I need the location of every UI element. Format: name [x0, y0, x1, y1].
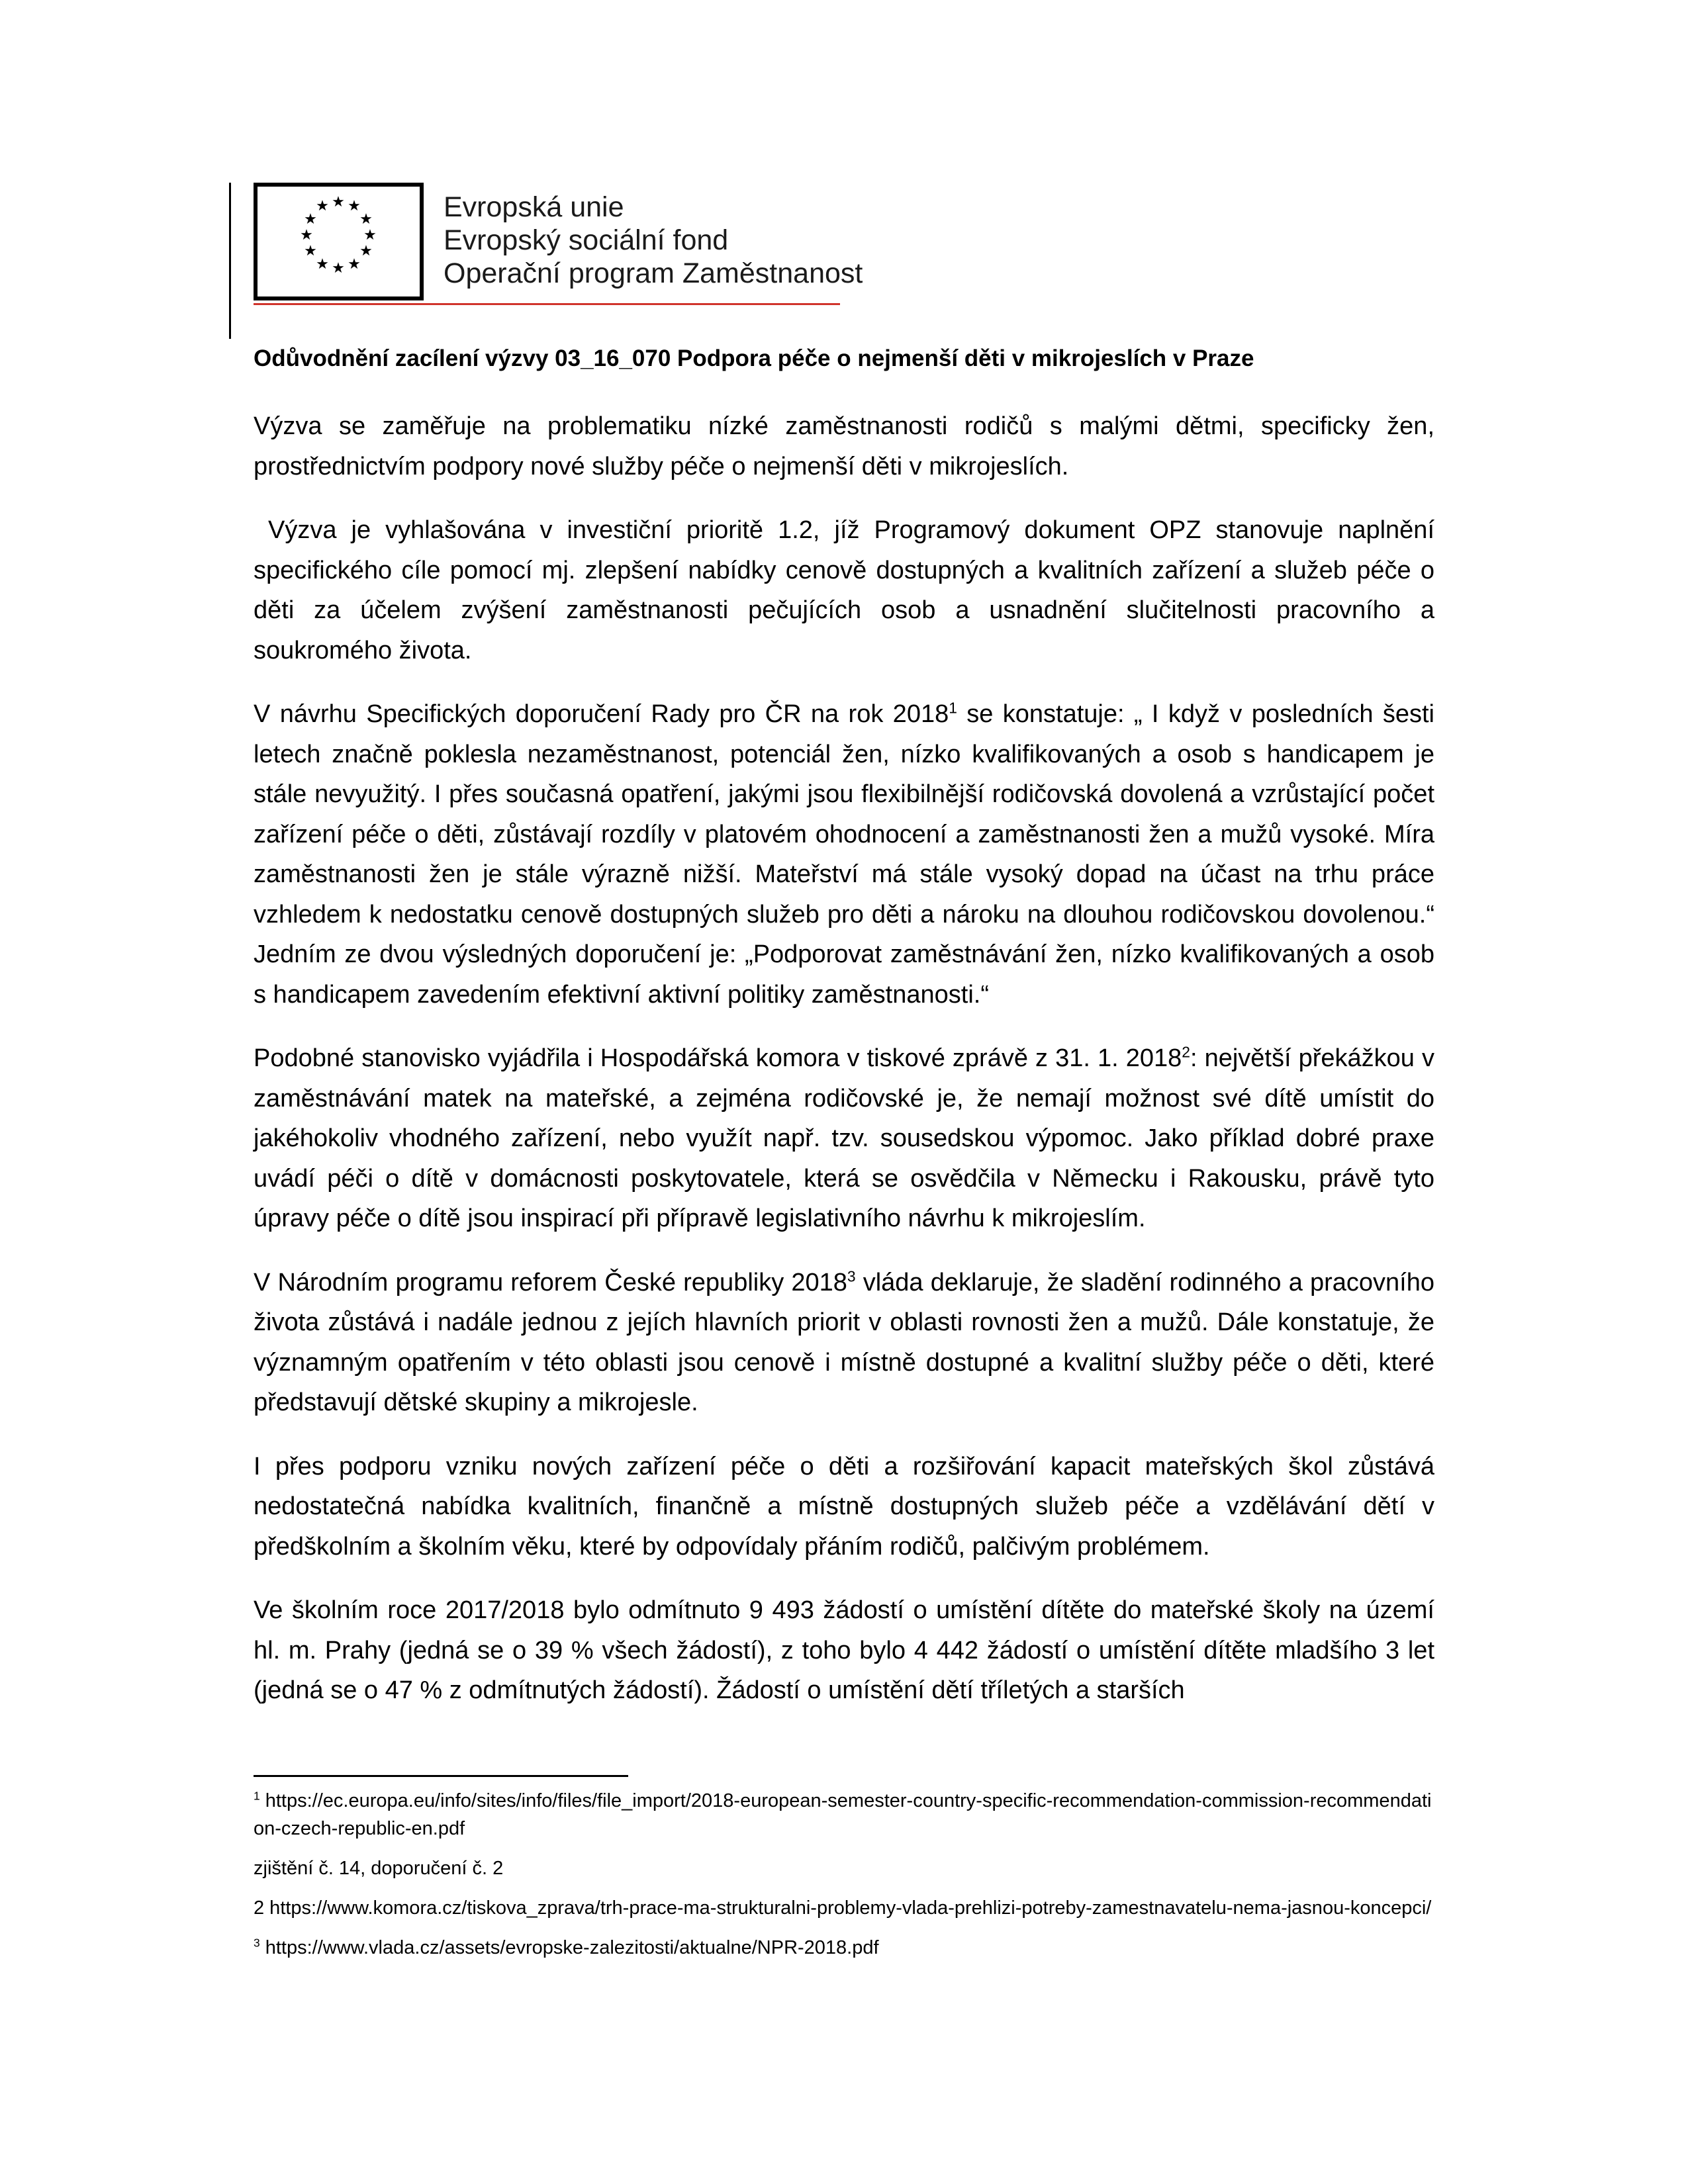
paragraph-5 — [254, 1263, 1434, 1423]
footnote-1-note: zjištění č. 14, doporučení č. 2 — [254, 1858, 504, 1879]
logo-text — [444, 191, 863, 290]
paragraph-3-start: V návrhu Specifických doporučení Rady pro ČR na rok 2018 — [254, 700, 949, 728]
svg-text:★: ★ — [316, 256, 329, 273]
eu-flag-logo — [254, 183, 424, 300]
paragraph-5-start: V Národním programu reforem České republiky 2018 — [254, 1268, 847, 1297]
document-title: Odůvodnění zacílení výzvy 03_16_070 Podpora péče o nejmenší děti v mikrojeslích v Praze — [254, 345, 1254, 371]
logo-red-underline — [254, 303, 840, 305]
footnotes — [254, 1787, 1434, 1974]
footnote-ref-1[interactable]: 1 — [949, 699, 957, 717]
eu-stars-icon — [258, 187, 420, 296]
footnote-1-number: 1 — [254, 1789, 260, 1803]
svg-text:★: ★ — [304, 211, 317, 228]
svg-text:★: ★ — [332, 194, 345, 210]
logo-line-esf: Evropský sociální fond — [444, 224, 729, 256]
footnote-3-link[interactable]: https://www.vlada.cz/assets/evropske-zalezitosti/aktualne/NPR-2018.pdf — [259, 1937, 879, 1958]
footnote-2[interactable]: 2 https://www.komora.cz/tiskova_zprava/trh-prace-ma-strukturalni-problemy-vlada-prehlizi-potreby-zamestnavatelu-nema-jasnou-koncepci/ — [254, 1897, 1432, 1919]
paragraph-4 — [254, 1038, 1434, 1239]
footnote-ref-3[interactable]: 3 — [847, 1267, 856, 1285]
paragraph-5-rest: vláda deklaruje, že sladění rodinného a pracovního života zůstává i nadále jednou z jejích hlavních priorit v oblasti rovnosti žen a mužů. Dále konstatuje, že významným opatřením v této oblasti jsou cenově i místně dostupné a kvalitní služby péče o děti, které představují dětské skupiny a mikrojesle. — [254, 1268, 1434, 1416]
svg-text:★: ★ — [363, 227, 377, 244]
paragraph-3-rest: se konstatuje: „ I když v posledních šesti letech značně poklesla nezaměstnanost, potenciál žen, nízko kvalifikovaných a osob s handicapem je stále nevyužitý. I přes současná opatření, jakými jsou flexibilnější rodičovská dovolená a vzrůstající počet zařízení péče o děti, zůstávají rozdíly v platovém ohodnocení a zaměstnanosti žen a mužů vysoké. Míra zaměstnanosti žen je stále výrazně nižší. Mateřství má stále vysoký dopad na účast na trhu práce vzhledem k nedostatku cenově dostupných služeb pro děti a nároku na dlouhou rodičovskou dovolenou.“ Jedním ze dvou výsledných doporučení je: „Podporovat zaměstnávání žen, nízko kvalifikovaných a osob s handicapem zavedením efektivní aktivní politiky zaměstnanosti.“ — [254, 700, 1435, 1009]
svg-text:★: ★ — [359, 243, 373, 259]
paragraph-4-rest: : největší překážkou v zaměstnávání matek na mateřské, a zejména rodičovské je, že nemají možnost své dítě umístit do jakéhokoliv vhodného zařízení, nebo využít např. tzv. sousedskou výpomoc. Jako příklad dobré praxe uvádí péči o dítě v domácnosti poskytovatele, která se osvědčila v Německu i Rakousku, právě tyto úpravy péče o dítě jsou inspirací při přípravě legislativního návrhu k mikrojeslím. — [254, 1044, 1435, 1232]
paragraph-2: Výzva je vyhlašována v investiční prioritě 1.2, jíž Programový dokument OPZ stanovuje naplnění specifického cíle pomocí mj. zlepšení nabídky cenově dostupných a kvalitních zařízení a služeb péče o děti za účelem zvýšení zaměstnanosti pečujících osob a usnadnění slučitelnosti pracovního a soukromého života. — [254, 516, 1442, 664]
paragraph-7: Ve školním roce 2017/2018 bylo odmítnuto 9 493 žádostí o umístění dítěte do mateřské školy na území hl. m. Prahy (jedná se o 39 % všech žádostí), z toho bylo 4 442 žádostí o umístění dítěte mladšího 3 let (jedná se o 47 % z odmítnutých žádostí). Žádostí o umístění dětí tříletých a starších — [254, 1596, 1434, 1704]
paragraph-3 — [254, 694, 1434, 1015]
svg-text:★: ★ — [359, 211, 373, 228]
svg-text:★: ★ — [304, 243, 317, 259]
footnote-ref-2[interactable]: 2 — [1182, 1043, 1190, 1061]
footnote-1 — [254, 1787, 1434, 1843]
left-margin-bar — [229, 183, 231, 339]
svg-text:★: ★ — [332, 260, 345, 277]
paragraph-1: Výzva se zaměřuje na problematiku nízké zaměstnanosti rodičů s malými dětmi, specificky žen, prostřednictvím podpory nové služby péče o nejmenší děti v mikrojeslích. — [254, 412, 1434, 480]
footnote-3 — [254, 1934, 1434, 1962]
svg-text:★: ★ — [300, 227, 313, 244]
logo-line-eu: Evropská unie — [444, 191, 624, 223]
svg-text:★: ★ — [348, 256, 361, 273]
document-body — [254, 406, 1442, 1735]
footnote-3-number: 3 — [254, 1936, 260, 1950]
logo-line-opz: Operační program Zaměstnanost — [444, 257, 863, 289]
footnote-separator — [254, 1775, 628, 1777]
footnote-1-link[interactable]: https://ec.europa.eu/info/sites/info/files/file_import/2018-european-semester-country-specific-recommendation-commission-recommendation-czech-republic-en.pdf — [254, 1790, 1432, 1839]
svg-text:★: ★ — [348, 198, 361, 214]
svg-text:★: ★ — [316, 198, 329, 214]
paragraph-6: I přes podporu vzniku nových zařízení péče o děti a rozšiřování kapacit mateřských škol zůstává nedostatečná nabídka kvalitních, finančně a místně dostupných služeb péče a vzdělávání dětí v předškolním a školním věku, které by odpovídaly přáním rodičů, palčivým problémem. — [254, 1452, 1434, 1561]
paragraph-4-start: Podobné stanovisko vyjádřila i Hospodářská komora v tiskové zprávě z 31. 1. 2018 — [254, 1044, 1182, 1072]
